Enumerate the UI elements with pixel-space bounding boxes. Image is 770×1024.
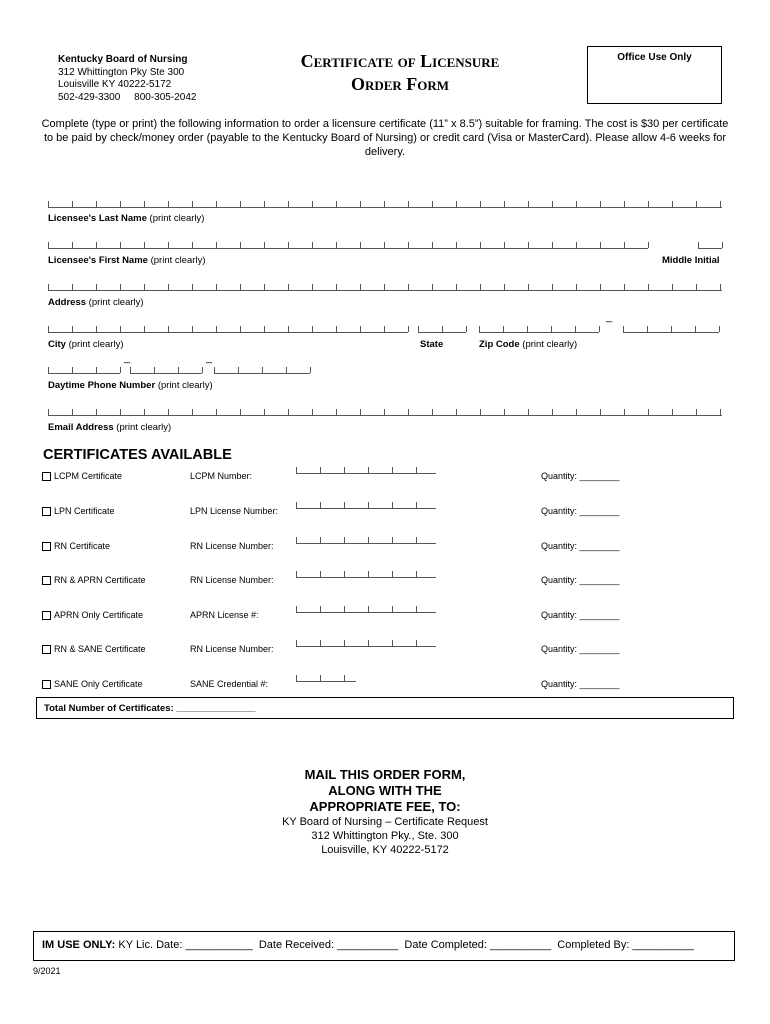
cert-number-label: RN License Number: bbox=[190, 644, 274, 654]
phone-dash-2: _ bbox=[206, 352, 213, 364]
lpn-checkbox[interactable] bbox=[42, 507, 51, 516]
state-label-text: State bbox=[420, 339, 444, 350]
address-field[interactable] bbox=[48, 284, 722, 291]
middle-initial-text: Middle Initial bbox=[662, 255, 720, 266]
cert-quantity[interactable]: Quantity: ________ bbox=[541, 644, 620, 654]
city-label bbox=[48, 339, 124, 350]
phone-hint: (print clearly) bbox=[157, 380, 213, 391]
cert-row-rn bbox=[36, 541, 734, 557]
cert-quantity[interactable]: Quantity: ________ bbox=[541, 679, 620, 689]
cert-row-sane bbox=[36, 679, 734, 695]
cert-name: RN Certificate bbox=[54, 541, 111, 551]
mail-addr3: Louisville, KY 40222-5172 bbox=[321, 844, 449, 856]
zip-hint: (print clearly) bbox=[522, 339, 578, 350]
zip-field[interactable] bbox=[479, 326, 599, 333]
cert-number-field[interactable] bbox=[296, 606, 436, 613]
org-block bbox=[58, 54, 196, 104]
first-name-hint: (print clearly) bbox=[150, 255, 206, 266]
cert-number-field[interactable] bbox=[296, 537, 436, 544]
certificates-list bbox=[36, 464, 734, 720]
mail-addr2: 312 Whittington Pky., Ste. 300 bbox=[311, 830, 459, 842]
state-label bbox=[420, 339, 443, 350]
phone-line-field[interactable] bbox=[214, 367, 310, 374]
first-name-label-text: Licensee's First Name bbox=[48, 255, 148, 266]
lcpm-checkbox[interactable] bbox=[42, 472, 51, 481]
rn-sane-checkbox[interactable] bbox=[42, 645, 51, 654]
address-hint: (print clearly) bbox=[88, 297, 144, 308]
cert-number-field[interactable] bbox=[296, 675, 356, 682]
state-field[interactable] bbox=[418, 326, 466, 333]
last-name-label bbox=[48, 213, 204, 224]
total-certificates[interactable]: Total Number of Certificates: _______________ bbox=[36, 697, 734, 719]
sane-checkbox[interactable] bbox=[42, 680, 51, 689]
middle-initial-label bbox=[662, 255, 720, 266]
rn-checkbox[interactable] bbox=[42, 542, 51, 551]
cert-row-lpn bbox=[36, 506, 734, 522]
cert-number-field[interactable] bbox=[296, 502, 436, 509]
mail-addr1: KY Board of Nursing – Certificate Request bbox=[282, 816, 488, 828]
cert-row-rn-aprn bbox=[36, 575, 734, 591]
city-label-text: City bbox=[48, 339, 66, 350]
office-use-label: Office Use Only bbox=[617, 52, 692, 63]
cert-quantity[interactable]: Quantity: ________ bbox=[541, 610, 620, 620]
email-label-text: Email Address bbox=[48, 422, 114, 433]
cert-number-label: RN License Number: bbox=[190, 575, 274, 585]
im-use-box bbox=[33, 931, 735, 961]
mail-line2: ALONG WITH THE bbox=[328, 783, 442, 798]
title-line2: Order Form bbox=[350, 74, 450, 94]
rn-aprn-checkbox[interactable] bbox=[42, 576, 51, 585]
phone-area-field[interactable] bbox=[48, 367, 120, 374]
zip-label bbox=[479, 339, 577, 350]
phone-dash-1: _ bbox=[124, 352, 131, 364]
title-line1: Certificate of Licensure bbox=[300, 51, 500, 71]
revision-date: 9/2021 bbox=[33, 966, 61, 976]
last-name-hint: (print clearly) bbox=[149, 213, 205, 224]
cert-name: RN & APRN Certificate bbox=[54, 575, 146, 585]
city-field[interactable] bbox=[48, 326, 408, 333]
cert-number-field[interactable] bbox=[296, 571, 436, 578]
mail-instructions bbox=[180, 767, 590, 857]
cert-number-label: SANE Credential #: bbox=[190, 679, 269, 689]
certificates-heading: CERTIFICATES AVAILABLE bbox=[43, 447, 232, 463]
cert-number-field[interactable] bbox=[296, 640, 436, 647]
middle-initial-field[interactable] bbox=[698, 242, 722, 249]
city-hint: (print clearly) bbox=[68, 339, 124, 350]
cert-name: RN & SANE Certificate bbox=[54, 644, 146, 654]
phone-label bbox=[48, 380, 213, 391]
phone-label-text: Daytime Phone Number bbox=[48, 380, 156, 391]
cert-quantity[interactable]: Quantity: ________ bbox=[541, 541, 620, 551]
org-name: Kentucky Board of Nursing bbox=[58, 54, 188, 65]
mail-line1: MAIL THIS ORDER FORM, bbox=[304, 767, 466, 782]
cert-name: APRN Only Certificate bbox=[54, 610, 144, 620]
email-hint: (print clearly) bbox=[116, 422, 172, 433]
im-use-fields: KY Lic. Date: ___________ Date Received: __________ Date Completed: __________ Completed By: __________ bbox=[118, 939, 694, 951]
email-label bbox=[48, 422, 171, 433]
cert-number-label: LCPM Number: bbox=[190, 471, 253, 481]
address-label-text: Address bbox=[48, 297, 87, 308]
first-name-label bbox=[48, 255, 206, 266]
cert-number-label: RN License Number: bbox=[190, 541, 274, 551]
org-address2: Louisville KY 40222-5172 bbox=[58, 79, 172, 90]
cert-quantity[interactable]: Quantity: ________ bbox=[541, 471, 620, 481]
cert-row-lcpm bbox=[36, 471, 734, 487]
cert-name: SANE Only Certificate bbox=[54, 679, 143, 689]
zip-ext-field[interactable] bbox=[623, 326, 719, 333]
zip-dash: _ bbox=[606, 311, 613, 323]
im-use-label: IM USE ONLY: bbox=[42, 939, 116, 951]
cert-name: LPN Certificate bbox=[54, 506, 115, 516]
mail-line3: APPROPRIATE FEE, TO: bbox=[309, 799, 461, 814]
office-use-box bbox=[587, 46, 722, 104]
cert-number-label: LPN License Number: bbox=[190, 506, 279, 516]
email-field[interactable] bbox=[48, 409, 722, 416]
address-label bbox=[48, 297, 144, 308]
zip-label-text: Zip Code bbox=[479, 339, 520, 350]
org-address1: 312 Whittington Pky Ste 300 bbox=[58, 66, 185, 78]
org-phones: 502-429-3300 800-305-2042 bbox=[58, 91, 197, 103]
cert-name: LCPM Certificate bbox=[54, 471, 123, 481]
cert-number-field[interactable] bbox=[296, 467, 436, 474]
first-name-field[interactable] bbox=[48, 242, 648, 249]
intro-text: Complete (type or print) the following information to order a licensure certificate (11” x 8.5”) suitable for framing. The cost is $30 per certificate to be paid by check/money order (payable to the Kentucky Board of Nursing) or credit card (Visa or MasterCard). Please allow 4-6 weeks for delivery. bbox=[41, 118, 729, 158]
cert-number-label: APRN License #: bbox=[190, 610, 259, 620]
last-name-field[interactable] bbox=[48, 201, 722, 208]
cert-quantity[interactable]: Quantity: ________ bbox=[541, 506, 620, 516]
cert-row-rn-sane bbox=[36, 644, 734, 660]
cert-row-aprn bbox=[36, 610, 734, 626]
last-name-label-text: Licensee's Last Name bbox=[48, 213, 147, 224]
form-title bbox=[250, 50, 550, 96]
aprn-checkbox[interactable] bbox=[42, 611, 51, 620]
phone-prefix-field[interactable] bbox=[130, 367, 202, 374]
cert-quantity[interactable]: Quantity: ________ bbox=[541, 575, 620, 585]
